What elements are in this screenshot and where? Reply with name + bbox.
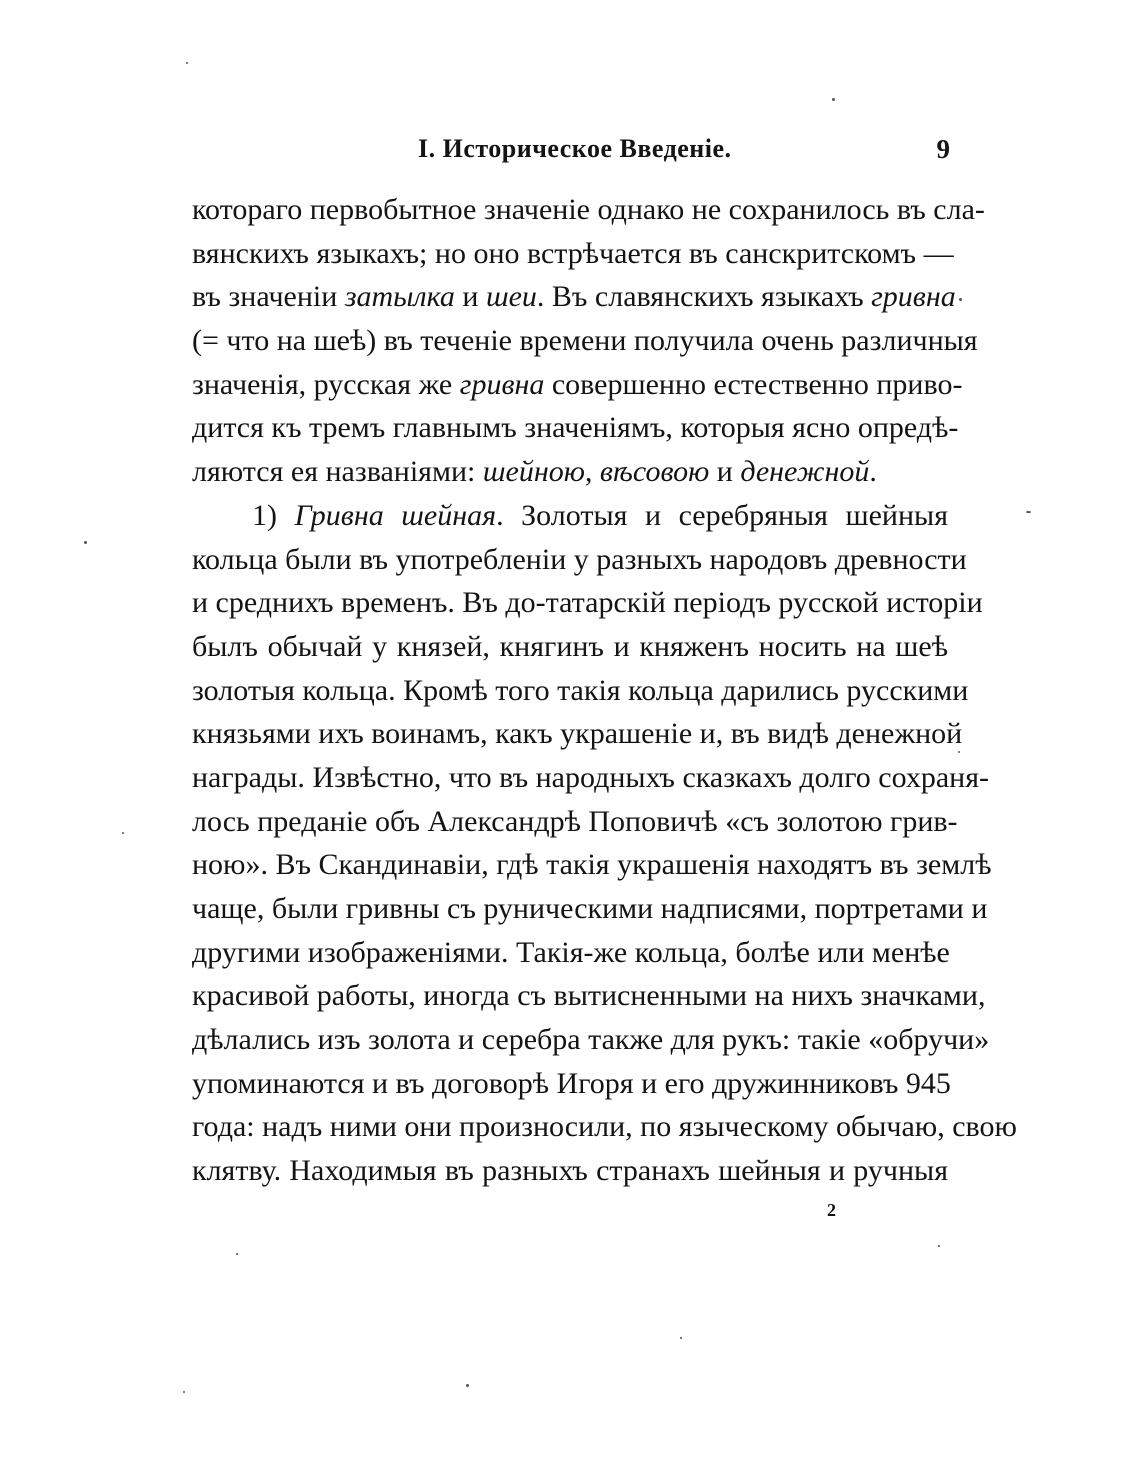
text-line: клятву. Находимыя въ разныхъ странахъ шейныя и ручныя bbox=[192, 1154, 948, 1188]
italic-term: затылка bbox=[344, 280, 455, 314]
text-line: другими изображеніями. Такія-же кольца, болѣе или менѣе bbox=[192, 935, 950, 969]
text-line: красивой работы, иногда съ вытисненными на нихъ значками, bbox=[192, 979, 986, 1013]
text-line: значенія, русская же гривна совершенно естественно приво- bbox=[192, 367, 963, 401]
paragraph-2 bbox=[192, 494, 1017, 1193]
scan-speck bbox=[236, 1253, 238, 1255]
italic-term: гривна bbox=[871, 280, 956, 314]
italic-term: гривна bbox=[459, 367, 545, 401]
text-line: ною». Въ Скандинавіи, гдѣ такія украшенія находятъ въ землѣ bbox=[192, 848, 992, 882]
body-text bbox=[192, 188, 1017, 1193]
scan-speck bbox=[958, 751, 960, 753]
text-line: года: надъ ними они произносили, по языческому обычаю, свою bbox=[192, 1110, 1017, 1144]
text-line: и среднихъ временъ. Въ до-татарскій періодъ русской исторіи bbox=[192, 586, 983, 620]
text-line: кольца были въ употребленіи у разныхъ народовъ древности bbox=[192, 542, 967, 576]
text-line: лось преданіе объ Александрѣ Поповичѣ «съ золотою грив- bbox=[192, 804, 958, 838]
text-line: котораго первобытное значеніе однако не сохранилось въ сла- bbox=[192, 193, 985, 226]
scan-speck bbox=[122, 832, 124, 834]
scan-speck bbox=[680, 1337, 682, 1339]
paragraph-1 bbox=[192, 188, 985, 494]
italic-term: шейною, вѣсовою bbox=[482, 455, 710, 489]
scan-speck bbox=[832, 98, 835, 101]
scan-speck bbox=[84, 541, 87, 544]
italic-term: шеи bbox=[485, 280, 537, 314]
italic-term: денежной bbox=[740, 455, 870, 489]
text-line: (= что на шеѣ) въ теченіе времени получила очень различныя bbox=[192, 324, 978, 358]
scan-speck bbox=[959, 298, 962, 301]
text-line: 1) Гривна шейная. Золотыя и серебряныя шейныя bbox=[252, 498, 948, 532]
text-line: былъ обычай у князей, княгинъ и княженъ носить на шеѣ bbox=[192, 629, 948, 663]
text-line: золотыя кольца. Кромѣ того такія кольца дарились русскими bbox=[192, 673, 969, 707]
text-line: ляются ея названіями: шейною, вѣсовою и денежной. bbox=[192, 455, 877, 489]
text-line: упоминаются и въ договорѣ Игоря и его дружинниковъ 945 bbox=[192, 1066, 951, 1100]
text-line: дѣлались изъ золота и серебра также для рукъ: такіе «обручи» bbox=[192, 1023, 990, 1057]
scan-speck bbox=[938, 1245, 940, 1247]
signature-mark: 2 bbox=[827, 1200, 836, 1220]
scan-speck bbox=[466, 1384, 469, 1387]
text-line: князьями ихъ воинамъ, какъ украшеніе и, въ видѣ денежной bbox=[192, 717, 963, 751]
text-line: чаще, были гривны съ руническими надписями, портретами и bbox=[192, 892, 988, 925]
scan-speck bbox=[1026, 511, 1031, 513]
text-line: дится къ тремъ главнымъ значеніямъ, которыя ясно опредѣ- bbox=[192, 411, 959, 445]
page-number: 9 bbox=[936, 134, 950, 164]
text-line: награды. Извѣстно, что въ народныхъ сказкахъ долго сохраня- bbox=[192, 760, 989, 794]
scan-speck bbox=[183, 1391, 185, 1393]
italic-heading: Гривна шейная bbox=[294, 498, 497, 532]
running-title: I. Историческое Введеніе. bbox=[418, 134, 732, 163]
text-line: въ значеніи затылка и шеи. Въ славянскихъ языкахъ гривна bbox=[192, 280, 956, 314]
running-head bbox=[190, 134, 950, 168]
scan-speck bbox=[186, 62, 188, 64]
text-line: вянскихъ языкахъ; но оно встрѣчается въ санскритскомъ — bbox=[192, 236, 954, 270]
